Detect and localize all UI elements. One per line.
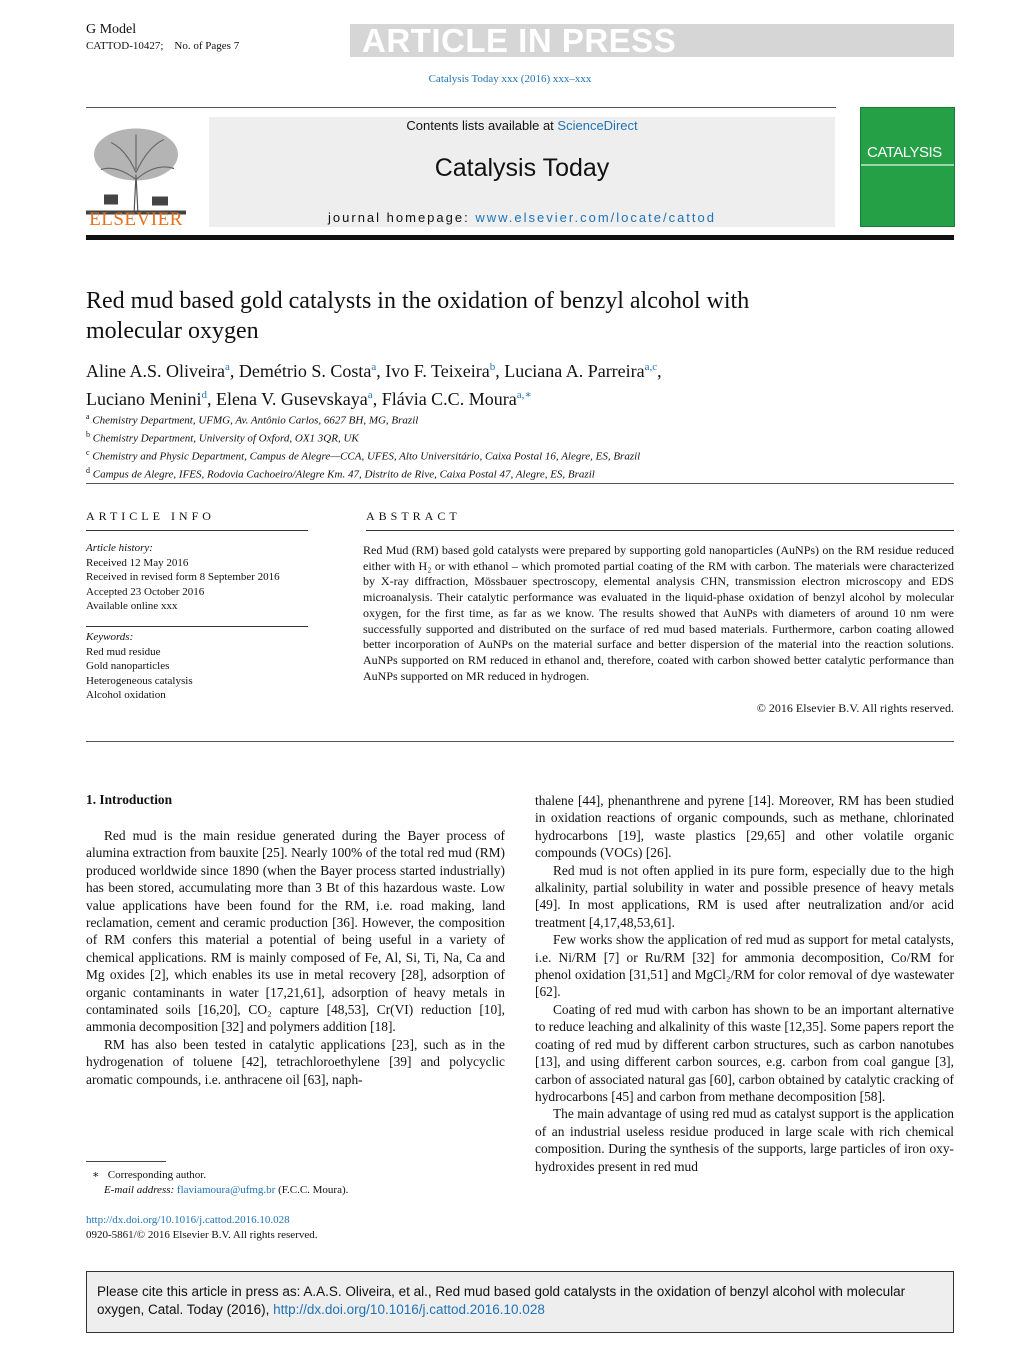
contents-line: Contents lists available at ScienceDirect [406,118,638,133]
section-divider [86,483,954,484]
article-history: Article history: Received 12 May 2016 Received in revised form 8 September 2016 Accepted 23 October 2016 Available online xxx [86,542,280,612]
journal-reference-link[interactable]: Catalysis Today xxx (2016) xxx–xxx [428,73,592,85]
author: Aline A.S. Oliveira [86,361,225,381]
keywords: Keywords: Red mud residue Gold nanoparticles Heterogeneous catalysis Alcohol oxidation [86,631,193,701]
article-title: Red mud based gold catalysts in the oxidation of benzyl alcohol with molecular oxygen [86,288,750,344]
sciencedirect-link[interactable]: ScienceDirect [557,118,638,133]
affiliations: $^a$ Chemistry Department, UFMG, Av. Antônio Carlos, 6627 BH, MG, Brazil $^b$ Chemistry Department, University of Oxford, OX1 3QR, UK $^c$ Chemistry and Physic Department, Campus de Alegre—CCA, UFES, Alto Universitário, Caixa Postal 16, Alegre, ES, Brazil $^d$ Campus de Alegre, IFES, Rodovia Cachoeiro/Alegre Km. 47, Distrito de Rive, Caixa Postal 47, Alegre, ES, Brazil [86,412,641,482]
author: Elena V. Gusevskaya [215,389,368,409]
homepage-link[interactable]: www.elsevier.com/locate/cattod [475,210,716,225]
citation-text: Please cite this article in press as: A.A.S. Oliveira, et al., Red mud based gold catalysts in the oxidation of benzyl alcohol with molecular oxygen, Catal. Today (2016), http://dx.doi.org/10.1016/j.cattod.2016.10.028 [97,1284,906,1317]
header-model-info [86,22,239,54]
info-rule [86,530,308,531]
author: Luciano Menini [86,389,202,409]
header-divider [86,107,836,108]
corresponding-author-note: ∗ Corresponding author. E-mail address: flaviamoura@ufmg.br (F.C.C. Moura). [92,1169,349,1196]
abstract-copyright: © 2016 Elsevier B.V. All rights reserved. [756,701,954,715]
paragraph: Red mud is the main residue generated during the Bayer process of alumina extraction from bauxite [25]. Nearly 100% of the total red mud (RM) produced worldwide since 1890 (when the Bayer process started industrially) has been stored, accumulating more than 3 Bt of this hazardous waste. Low value applications have been found for the RM, i.e. road making, land reclamation, cement and ceramic production [36]. However, the composition of RM confers this material a potential of being useful in a variety of chemical applications. RM is mainly composed of Fe, Al, Si, Ti, Na, Ca and Mg oxides [2], which enables its use in metal recovery [28], adsorption of organic contaminants in water [17,21,61], adsorption of heavy metals in contaminated soils [16,20], CO₂ capture [48,53], Cr(VI) reduction [10], ammonia decomposition [32] and polymers addition [18]. [86,828,505,1035]
body-column-right [535,792,954,1175]
author-list: Aline A.S. Oliveira$^a$, Demétrio S. Costa$^a$, Ivo F. Teixeira$^b$, Luciana A. Parreira$^{a,c}$, Luciano Menini$^d$, Elena V. Gusevskaya$^a$, Flávia C.C. Moura$^{a,∗}$ [86,361,662,409]
abstract-heading: ABSTRACT [366,509,461,523]
footnote-rule [86,1161,166,1162]
doi-link[interactable]: http://dx.doi.org/10.1016/j.cattod.2016.10.028 [86,1214,290,1226]
page-count: No. of Pages 7 [174,40,240,52]
section-heading: 1. Introduction [86,792,173,807]
issn-line: 0920-5861/© 2016 Elsevier B.V. All rights reserved. [86,1228,318,1241]
email-link[interactable]: flaviamoura@ufmg.br [176,1183,276,1196]
journal-title: Catalysis Today [434,154,610,182]
author: Ivo F. Teixeira [385,361,490,381]
body-column-left [86,827,505,1088]
body-divider [86,741,954,742]
cover-title: CATALYSIS [867,144,942,161]
paragraph: thalene [44], phenanthrene and pyrene [14]. Moreover, RM has been studied in oxidation reactions of organic compounds, such as methane, chlorinated hydrocarbons [19], waste plastics [29,65] and other volatile organic compounds (VOCs) [26]. [535,793,954,861]
gmodel-label: G Model [86,22,137,37]
paragraph: Coating of red mud with carbon has shown to be an important alternative to reduce leaching and alkalinity of this waste [12,35]. Some papers report the coating of red mud by different carbon structures, such as carbon nanotubes [13], and using different carbon sources, e.g. carbon from coal gangue [3], carbon of associated natural gas [60], carbon obtained by catalytic cracking of hydrocarbons [45] and carbon from methane decomposition [58]. [535,1001,954,1104]
journal-homepage: journal homepage: www.elsevier.com/locate/cattod [328,210,716,225]
abstract-text: Red Mud (RM) based gold catalysts were prepared by supporting gold nanoparticles (AuNPs) on the RM residue reduced either with H₂ or with ethanol – which promoted partial coating of the RM with carbon. The materials were characterized by X-ray diffraction, Mössbauer spectroscopy, elemental analysis CHN, transmission electron microscopy and EDS microanalysis. Their catalytic performance was evaluated in the liquid-phase oxidation of benzyl alcohol by molecular oxygen, for the first time, as far as we know. The results showed that AuNPs with diameters of around 10 nm were successfully supported and distributed on the surface of red mud based materials. Furthermore, carbon coating allowed better incorporation of AuNPs on the material surface and better dispersion of the material into the reaction solutions. AuNPs supported on RM reduced in ethanol and, therefore, coated with carbon showed better catalytic performance than AuNPs supported on MR reduced in hydrogen. [363,543,954,683]
article-info-heading: ARTICLE INFO [86,509,215,523]
masthead-thick-rule [86,235,954,240]
article-in-press-banner: ARTICLE IN PRESS [350,24,954,57]
author: Demétrio S. Costa [238,361,372,381]
article-code: CATTOD-10427; [86,40,164,52]
paragraph: The main advantage of using red mud as catalyst support is the application of an industrial useless residue produced in large scale with rich chemical composition. During the synthesis of the supports, large particles of iron oxy-hydroxides present in red mud [535,1106,954,1174]
paragraph: Few works show the application of red mud as support for metal catalysts, i.e. Ni/RM [7] or Ru/RM [32] for ammonia decomposition, Co/RM for phenol oxidation [31,51] and MgCl₂/RM for color removal of dye wastewater [62]. [535,932,954,1000]
info-rule [86,626,308,627]
journal-cover-thumbnail[interactable] [860,107,955,227]
doi-block [86,1213,506,1242]
paragraph: RM has also been tested in catalytic applications [23], such as in the hydrogenation of toluene [42], tetrachloroethylene [39] and polycyclic aromatic compounds, i.e. anthracene oil [63], naph- [86,1036,505,1087]
abstract-rule [366,530,954,531]
author: Flávia C.C. Moura [381,389,517,409]
publisher-wordmark: ELSEVIER [89,209,183,230]
citation-doi-link[interactable]: http://dx.doi.org/10.1016/j.cattod.2016.10.028 [273,1302,545,1317]
paragraph: Red mud is not often applied in its pure form, especially due to the high alkalinity, partial solubility in water and possible presence of heavy metals [49]. In most applications, RM is used after neutralization and/or acid treatment [4,17,48,53,61]. [535,862,954,930]
author: Luciana A. Parreira [504,361,645,381]
